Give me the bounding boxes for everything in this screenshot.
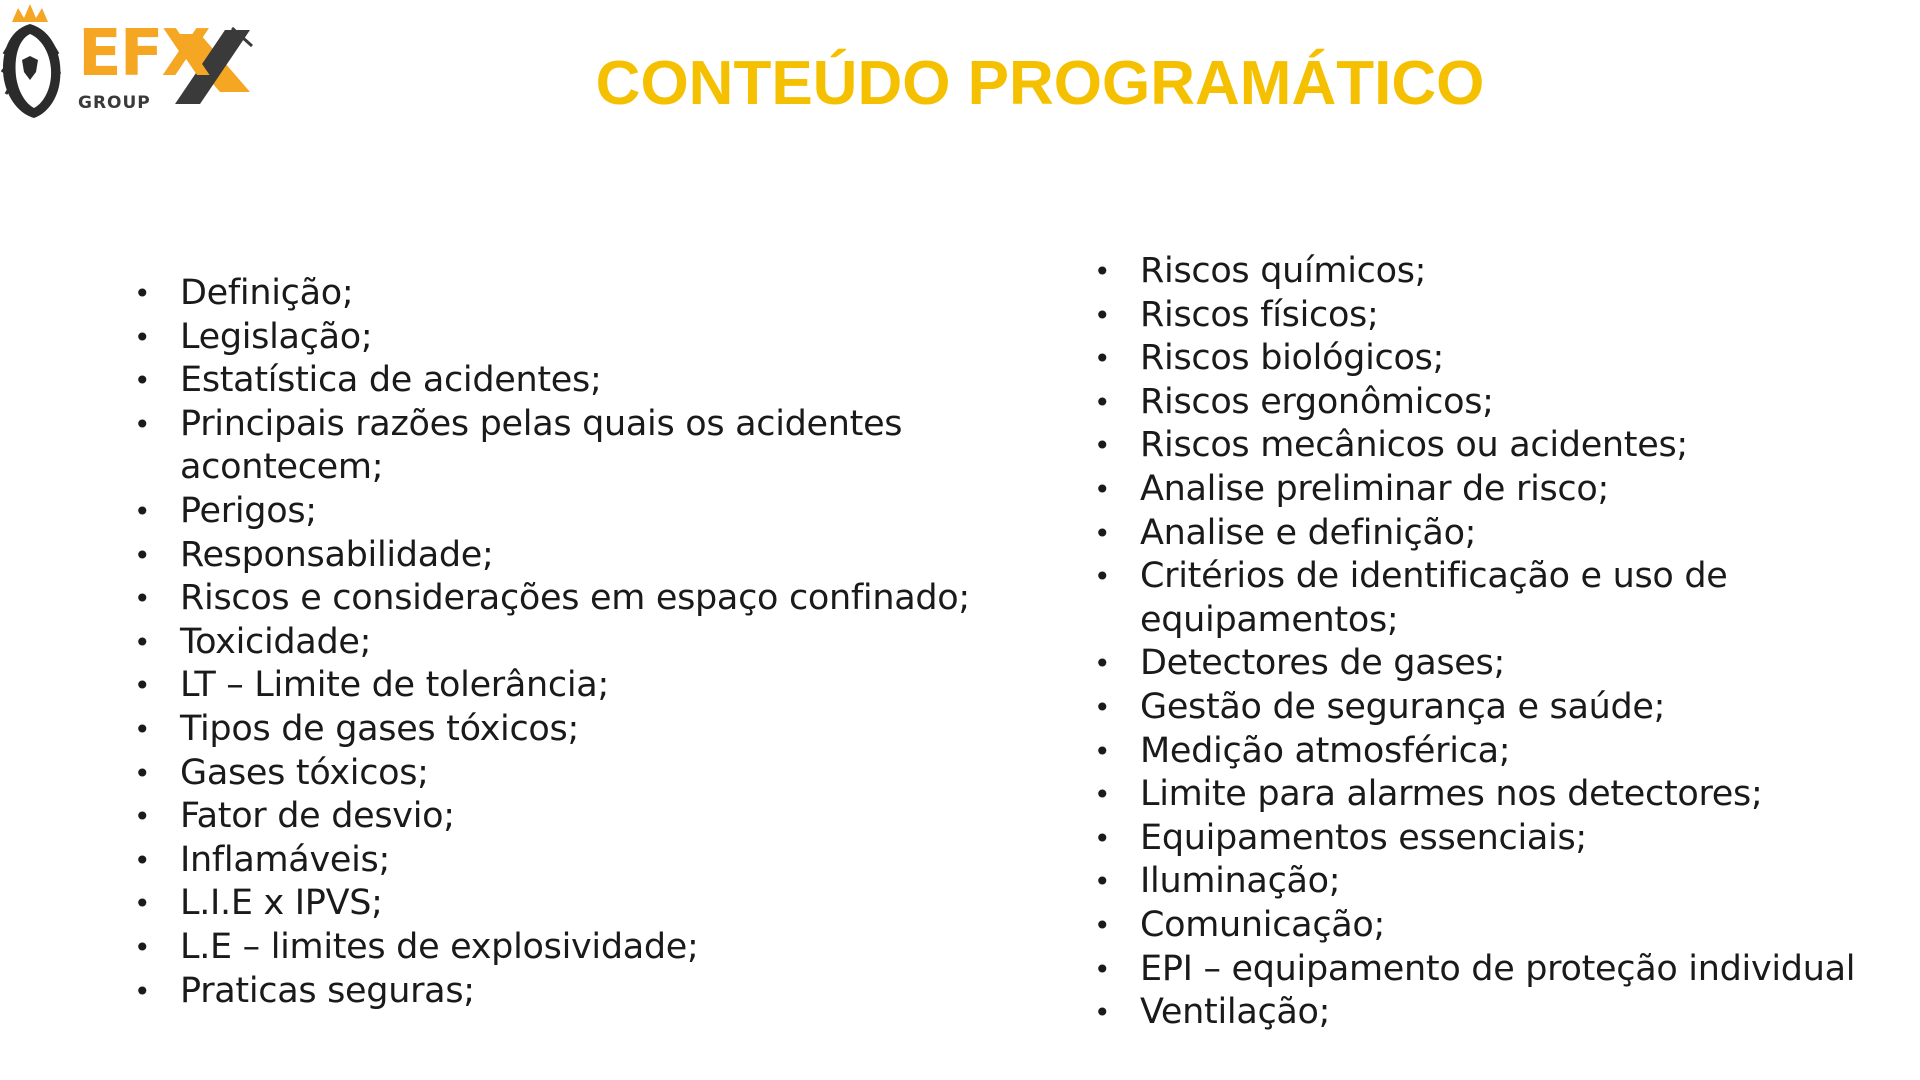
topic-list-item: • Ventilação; <box>1094 991 1914 1035</box>
topic-list-item: • LT – Limite de tolerância; <box>134 664 1034 708</box>
topic-list-item: • Fator de desvio; <box>134 795 1034 839</box>
topic-list-item: • Toxicidade; <box>134 621 1034 665</box>
topic-list-item: • Comunicação; <box>1094 904 1914 948</box>
topic-list-item: • Responsabilidade; <box>134 534 1034 578</box>
topic-list-item: • Gases tóxicos; <box>134 752 1034 796</box>
topic-list-item: • Detectores de gases; <box>1094 642 1914 686</box>
efx-group-logo <box>0 0 260 125</box>
topic-list-item: • Analise e definição; <box>1094 512 1914 556</box>
left-topic-list <box>134 272 1034 1013</box>
topic-list-item: • Estatística de acidentes; <box>134 359 1034 403</box>
topic-list-item: • Tipos de gases tóxicos; <box>134 708 1034 752</box>
topic-list-item: • Critérios de identificação e uso de equipamentos; <box>1094 555 1914 642</box>
topic-list-item: • Limite para alarmes nos detectores; <box>1094 773 1914 817</box>
topic-list-item: • Riscos e considerações em espaço confinado; <box>134 577 1034 621</box>
topic-list-item: • Definição; <box>134 272 1034 316</box>
page-title: CONTEÚDO PROGRAMÁTICO <box>595 49 1485 118</box>
topic-list-item: • Iluminação; <box>1094 860 1914 904</box>
topic-list-item: • Analise preliminar de risco; <box>1094 468 1914 512</box>
topic-list-item: • Riscos biológicos; <box>1094 337 1914 381</box>
logo-wordmark: EFX <box>78 17 209 91</box>
topic-list-item: • Perigos; <box>134 490 1034 534</box>
topic-list-item: • Riscos mecânicos ou acidentes; <box>1094 424 1914 468</box>
topic-list-item: • L.I.E x IPVS; <box>134 882 1034 926</box>
topic-list-item: • EPI – equipamento de proteção individual <box>1094 948 1914 992</box>
right-topic-list <box>1094 250 1914 1035</box>
topic-list-item: • Legislação; <box>134 316 1034 360</box>
topic-list-item: • Riscos químicos; <box>1094 250 1914 294</box>
topic-list-item: • Gestão de segurança e saúde; <box>1094 686 1914 730</box>
topic-list-item: • Riscos ergonômicos; <box>1094 381 1914 425</box>
topic-list-item: • Equipamentos essenciais; <box>1094 817 1914 861</box>
topic-list-item: • Medição atmosférica; <box>1094 730 1914 774</box>
topic-list-item: • Praticas seguras; <box>134 970 1034 1014</box>
topic-list-item: • Principais razões pelas quais os acidentes acontecem; <box>134 403 1034 490</box>
topic-list-item: • Inflamáveis; <box>134 839 1034 883</box>
topic-list-item: • Riscos físicos; <box>1094 294 1914 338</box>
logo-subtitle: GROUP <box>78 93 151 113</box>
topic-list-item: • L.E – limites de explosividade; <box>134 926 1034 970</box>
